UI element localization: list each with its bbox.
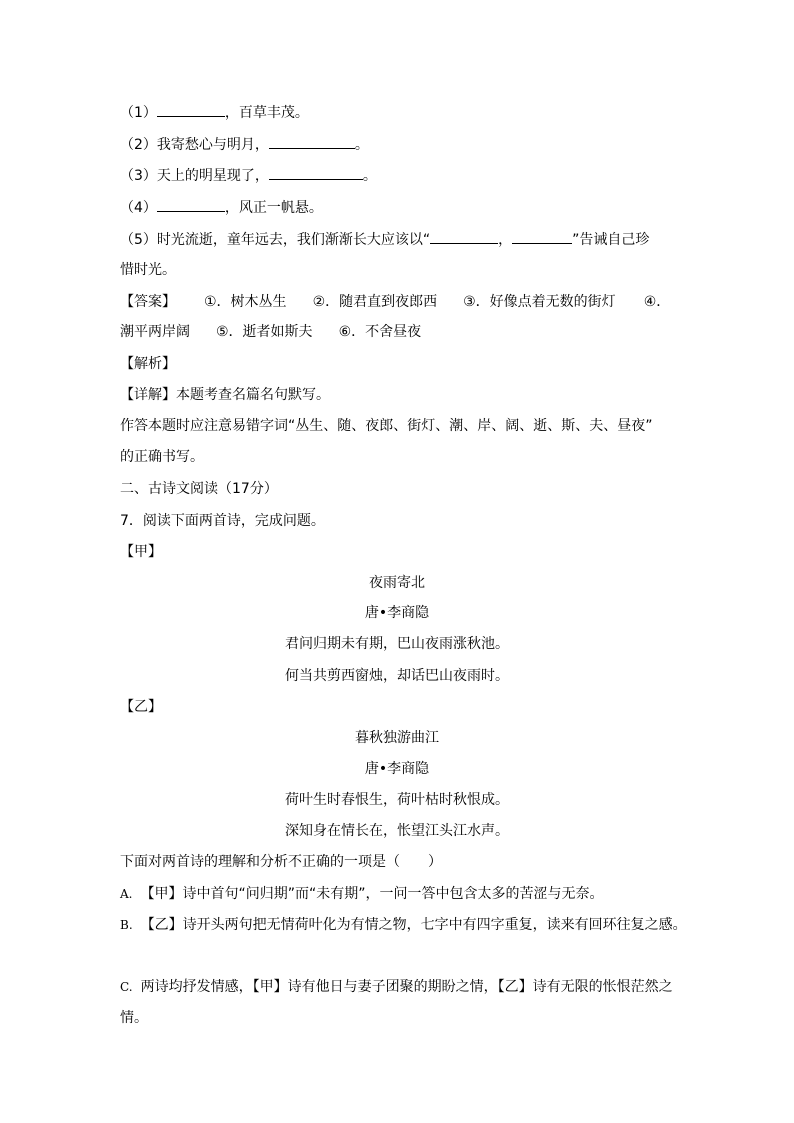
answer-item: ④．	[643, 294, 671, 310]
analysis-note-continued: 的正确书写。	[120, 449, 204, 465]
answer-blank	[157, 102, 225, 117]
section-title: 二、古诗文阅读（17分）	[120, 481, 278, 497]
fill-q3-prefix: （3）天上的明星现了，	[120, 168, 269, 184]
fill-q1-prefix: （1）	[120, 105, 157, 121]
mcq-option-b	[120, 915, 687, 935]
poem-b-author: 唐•李商隐	[364, 761, 430, 777]
fill-q5-mid: ，	[498, 232, 513, 248]
poem-b-line-2: 深知身在情长在，怅望江头江水声。	[285, 823, 509, 839]
fill-question-1	[120, 102, 309, 122]
fill-q4-prefix: （4）	[120, 200, 157, 216]
option-letter: A.	[120, 887, 133, 901]
fill-q4-suffix: ，风正一帆悬。	[224, 200, 323, 216]
fill-question-3	[120, 165, 377, 185]
option-text: 【甲】诗中首句“问归期”而“未有期”，一问一答中包含太多的苦涩与无奈。	[140, 886, 604, 902]
question-prompt: 7．阅读下面两首诗，完成问题。	[120, 513, 325, 529]
answer-blank	[430, 229, 498, 244]
fill-q3-suffix: 。	[362, 168, 377, 184]
answer-item: ⑥．不舍昼夜	[338, 324, 422, 340]
analysis-note: 作答本题时应注意易错字词“丛生、随、夜郎、街灯、潮、岸、阔、逝、斯、夫、昼夜”	[120, 418, 653, 434]
answer-label: 【答案】	[120, 294, 176, 310]
poem-a-tag: 【甲】	[120, 544, 162, 560]
fill-q1-suffix: ，百草丰茂。	[224, 105, 309, 121]
answer-line	[120, 292, 670, 312]
analysis-detail: 【详解】本题考查名篇名句默写。	[120, 387, 330, 403]
fill-question-5-continued: 惜时光。	[120, 262, 176, 278]
answer-item: ③．好像点着无数的街灯	[463, 294, 616, 310]
fill-q5-prefix: （5）时光流逝，童年远去，我们渐渐长大应该以“	[120, 232, 431, 248]
poem-a-line-2: 何当共剪西窗烛，却话巴山夜雨时。	[285, 668, 509, 684]
fill-question-2	[120, 134, 369, 154]
option-text: 【乙】诗开头两句把无情荷叶化为有情之物，七字中有四字重复，读来有回环往复之感。	[140, 917, 687, 933]
poem-a-line-1: 君问归期未有期，巴山夜雨涨秋池。	[285, 636, 509, 652]
fill-q2-suffix: 。	[354, 137, 369, 153]
option-letter: C.	[120, 980, 133, 994]
answer-blank	[512, 229, 572, 244]
answer-blank	[157, 197, 225, 212]
fill-q2-prefix: （2）我寄愁心与明月，	[120, 137, 269, 153]
fill-q5-suffix: ”告诫自己珍	[572, 232, 650, 248]
mcq-stem: 下面对两首诗的理解和分析不正确的一项是（ ）	[120, 854, 442, 870]
option-text: 两诗均抒发情感，【甲】诗有他日与妻子团聚的期盼之情，【乙】诗有无限的怅恨茫然之	[140, 979, 673, 995]
answer-line-continued	[120, 322, 421, 342]
mcq-option-a	[120, 884, 604, 904]
poem-a-author: 唐•李商隐	[364, 605, 430, 621]
poem-b-title: 暮秋独游曲江	[355, 730, 439, 746]
poem-b-tag: 【乙】	[120, 699, 162, 715]
answer-item: ②．随君直到夜郎西	[312, 294, 438, 310]
mcq-option-c	[120, 977, 673, 997]
option-letter: B.	[120, 918, 133, 932]
answer-item: ⑤．逝者如斯夫	[216, 324, 313, 340]
analysis-label: 【解析】	[120, 356, 176, 372]
answer-item: 潮平两岸阔	[120, 324, 190, 340]
poem-a-title: 夜雨寄北	[369, 575, 425, 591]
poem-b-line-1: 荷叶生时春恨生，荷叶枯时秋恨成。	[285, 792, 509, 808]
answer-blank	[269, 165, 363, 180]
fill-question-5	[120, 229, 649, 249]
mcq-option-c-continued: 情。	[120, 1010, 148, 1026]
fill-question-4	[120, 197, 323, 217]
answer-item: ①．树木丛生	[204, 294, 287, 310]
answer-blank	[269, 134, 355, 149]
